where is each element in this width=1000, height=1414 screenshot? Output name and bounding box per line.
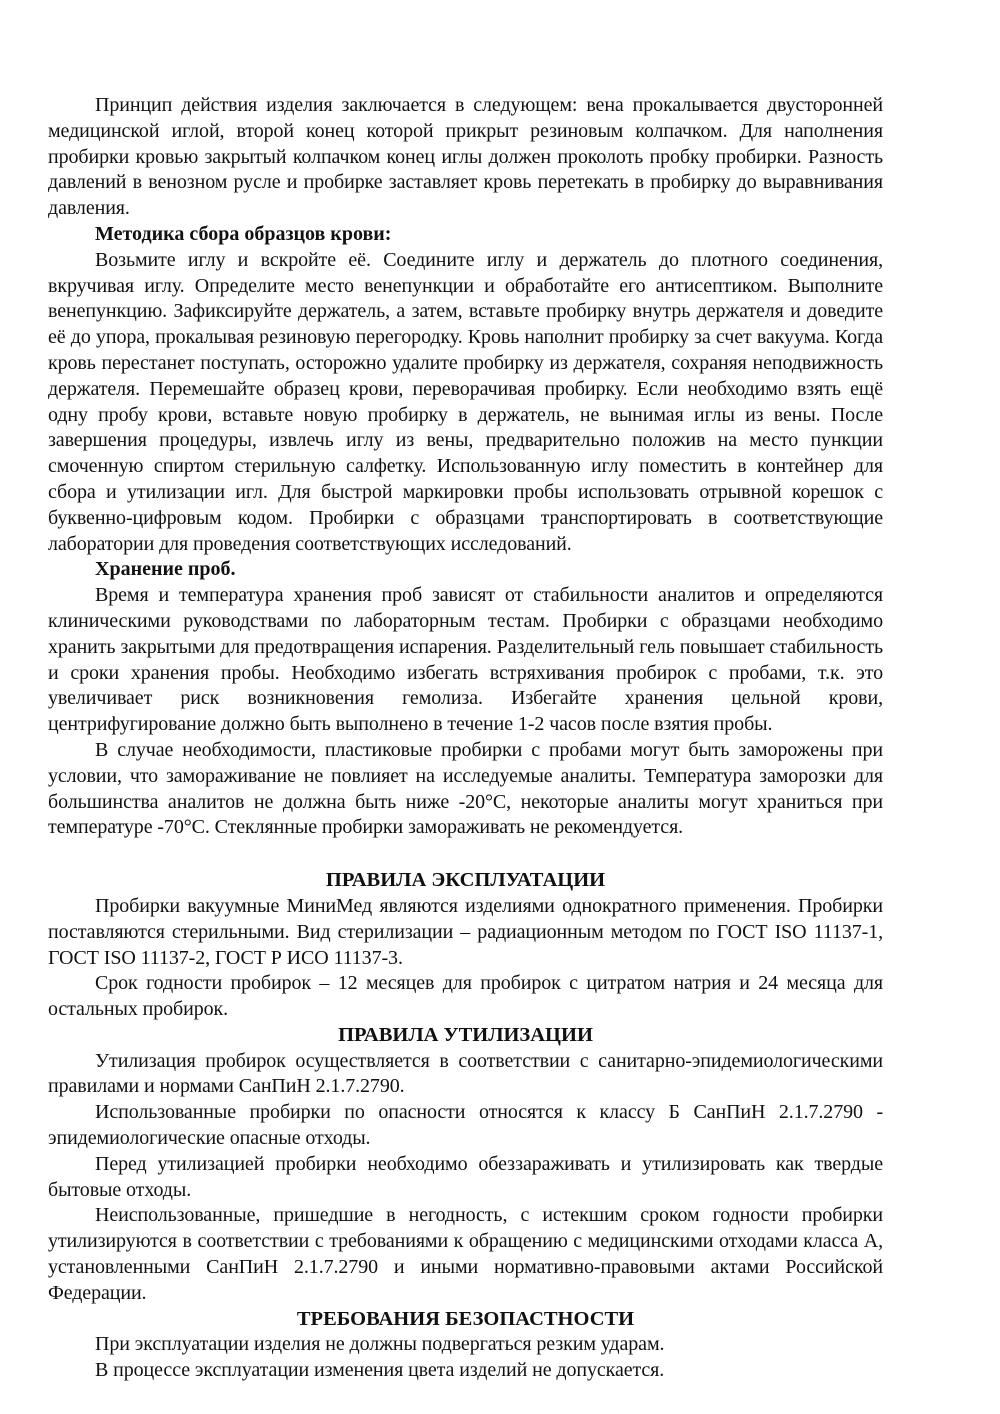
paragraph-unused-tubes-class-a: Неиспользованные, пришедшие в негодность, с истекшим сроком годности пробирки утилизируются в соответствии с требованиями к обращению с медицинскими отходами класса А, установленными СанПиН 2.1.7.2790 и иными нормативно-правовыми актами Российской Федерации.: [48, 1204, 883, 1304]
heading-operation-rules: ПРАВИЛА ЭКСПЛУАТАЦИИ: [325, 869, 606, 892]
text-block: [48, 93, 883, 1384]
paragraph-shelf-life: Срок годности пробирок – 12 месяцев для пробирок с цитратом натрия и 24 месяца для остальных пробирок.: [48, 972, 883, 1021]
paragraph-storage-conditions: Время и температура хранения проб зависят от стабильности аналитов и определяются клиническими руководствами по лабораторным тестам. Пробирки с образцами необходимо хранить закрытыми для предотвращения испарения. Разделительный гель повышает стабильность и сроки хранения пробы. Необходимо избегать встряхивания пробирок с пробами, т.к. это увеличивает риск возникновения гемолиза. Избегайте хранения цельной крови, центрифугирование должно быть выполнено в течение 1-2 часов после взятия пробы.: [48, 584, 883, 736]
paragraph-disposal-sanpin: Утилизация пробирок осуществляется в соответствии с санитарно-эпидемиологическими правилами и нормами СанПиН 2.1.7.2790.: [48, 1049, 883, 1098]
paragraph-principle-of-operation: Принцип действия изделия заключается в следующем: вена прокалывается двусторонней медицинской иглой, второй конец которой прикрыт резиновым колпачком. Для наполнения пробирки кровью закрытый колпачком конец иглы должен проколоть пробку пробирки. Разность давлений в венозном русле и пробирке заставляет кровь перетекать в пробирку до выравнивания давления.: [48, 94, 883, 220]
paragraph-freezing-conditions: В случае необходимости, пластиковые пробирки с пробами могут быть заморожены при условии, что замораживание не повлияет на исследуемые аналиты. Температура заморозки для большинства аналитов не должна быть ниже -20°С, некоторые аналиты могут храниться при температуре -70°С. Стеклянные пробирки замораживать не рекомендуется.: [48, 738, 883, 839]
heading-blood-sampling-method: Методика сбора образцов крови:: [95, 222, 392, 245]
paragraph-single-use-sterilization: Пробирки вакуумные МиниМед являются изделиями однократного применения. Пробирки поставляются стерильными. Вид стерилизации – радиационным методом по ГОСТ ISO 11137-1, ГОСТ ISO 11137-2, ГОСТ Р ИСО 11137-3.: [48, 894, 883, 969]
paragraph-no-sharp-impacts: При эксплуатации изделия не должны подвергаться резким ударам.: [95, 1333, 665, 1356]
paragraph-no-color-change: В процессе эксплуатации изменения цвета изделий не допускается.: [95, 1359, 665, 1382]
paragraph-used-tubes-class-b: Использованные пробирки по опасности относятся к классу Б СанПиН 2.1.7.2790 - эпидемиологические опасные отходы.: [48, 1101, 883, 1150]
paragraph-sampling-procedure: Возьмите иглу и вскройте её. Соедините иглу и держатель до плотного соединения, вкручивая иглу. Определите место венепункции и обработайте его антисептиком. Выполните венепункцию. Зафиксируйте держатель, а затем, вставьте пробирку внутрь держателя и доведите её до упора, прокалывая резиновую перегородку. Кровь наполнит пробирку за счет вакуума. Когда кровь перестанет поступать, осторожно удалите пробирку из держателя, сохраняя неподвижность держателя. Перемешайте образец крови, переворачивая пробирку. Если необходимо взять ещё одну пробу крови, вставьте новую пробирку в держатель, не вынимая иглы из вены. После завершения процедуры, извлечь иглу из вены, предварительно положив на место пункции смоченную спиртом стерильную салфетку. Использованную иглу поместить в контейнер для сбора и утилизации игл. Для быстрой маркировки пробы использовать отрывной корешок с буквенно-цифровым кодом. Пробирки с образцами транспортировать в соответствующие лаборатории для проведения соответствующих исследований.: [48, 248, 883, 555]
paragraph-disinfection-before-disposal: Перед утилизацией пробирки необходимо обеззараживать и утилизировать как твердые бытовые отходы.: [48, 1152, 883, 1201]
heading-sample-storage: Хранение проб.: [95, 558, 236, 581]
heading-safety-requirements: ТРЕБОВАНИЯ БЕЗОПАСТНОСТИ: [296, 1307, 635, 1330]
heading-disposal-rules: ПРАВИЛА УТИЛИЗАЦИИ: [338, 1023, 593, 1046]
